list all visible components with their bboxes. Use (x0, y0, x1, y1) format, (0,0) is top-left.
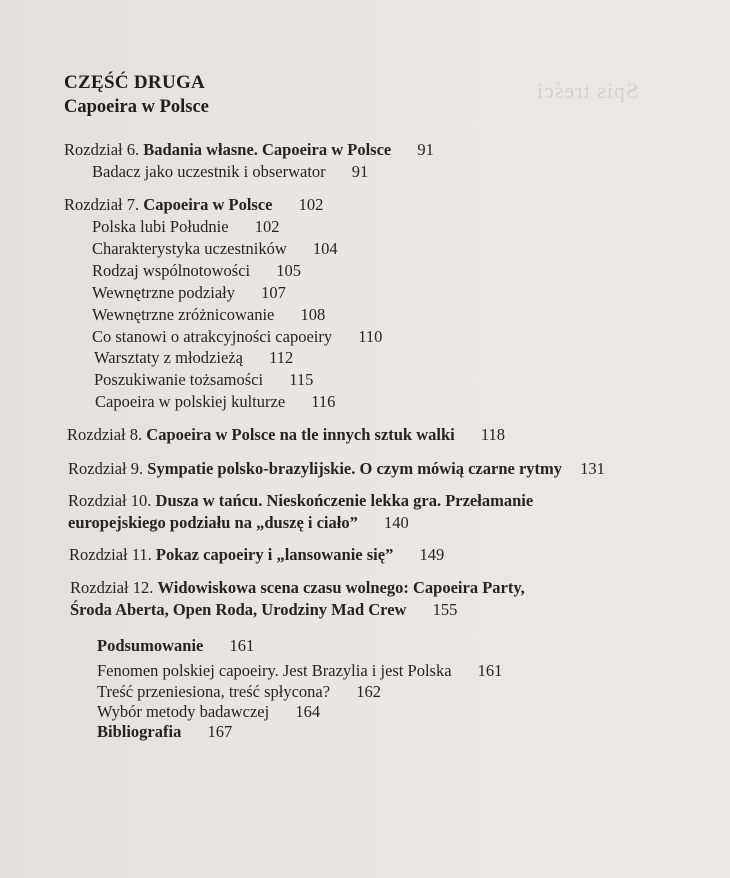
chapter-title: Pokaz capoeiry i „lansowanie się” (155, 545, 394, 564)
chapter-title-line-1: Dusza w tańcu. Nieskończenie lekka gra. Przełamanie (155, 491, 534, 510)
section-title: Capoeira w polskiej kulturze (95, 392, 286, 411)
toc-entry-chapter-8 (67, 425, 505, 445)
toc-entry-chapter-6 (64, 140, 434, 160)
chapter-title: Capoeira w Polsce na tle innych sztuk walki (146, 425, 455, 444)
toc-subentry (92, 217, 279, 237)
page-number: 115 (289, 370, 314, 389)
chapter-prefix: Rozdział 11. (69, 545, 152, 564)
chapter-title: Badania własne. Capoeira w Polsce (143, 140, 392, 159)
chapter-title-line-2: Środa Aberta, Open Roda, Urodziny Mad Crew (70, 600, 407, 619)
page-number: 104 (312, 239, 338, 258)
section-title: Podsumowanie (97, 636, 204, 655)
page-number: 102 (298, 195, 324, 214)
page-number: 110 (358, 327, 383, 346)
page-number: 105 (276, 261, 301, 280)
section-title: Polska lubi Południe (92, 217, 229, 236)
section-title: Warsztaty z młodzieżą (94, 348, 243, 367)
chapter-prefix: Rozdział 7. (64, 195, 140, 214)
section-title: Badacz jako uczestnik i obserwator (92, 162, 326, 181)
section-title: Co stanowi o atrakcyjności capoeiry (92, 327, 333, 346)
section-title: Charakterystyka uczestników (92, 239, 287, 258)
page-number: 140 (383, 513, 409, 532)
section-title: Fenomen polskiej capoeiry. Jest Brazylia i jest Polska (97, 661, 452, 680)
toc-entry-chapter-12 (70, 578, 525, 598)
part-title: Capoeira w Polsce (64, 97, 209, 117)
chapter-prefix: Rozdział 10. (68, 491, 152, 510)
page-number: 131 (580, 459, 605, 478)
page-number: 167 (207, 722, 233, 741)
toc-entry-chapter-12-cont (70, 600, 457, 620)
section-title: Wybór metody badawczej (97, 702, 270, 721)
page-number: 161 (477, 661, 503, 680)
page-number: 161 (229, 636, 255, 655)
chapter-title-line-1: Widowiskowa scena czasu wolnego: Capoeira Party, (157, 578, 525, 597)
part-label: CZĘŚĆ DRUGA (64, 72, 206, 93)
toc-subentry (92, 162, 368, 182)
toc-subentry (92, 239, 338, 259)
toc-subentry (94, 370, 313, 390)
page-number: 118 (480, 425, 506, 444)
page-number: 155 (432, 600, 458, 619)
page-number: 112 (269, 348, 294, 367)
section-title: Rodzaj wspólnotowości (92, 261, 251, 280)
toc-entry-chapter-10 (68, 491, 533, 511)
section-title: Wewnętrzne podziały (92, 283, 235, 302)
toc-subentry (94, 348, 293, 368)
section-title: Bibliografia (97, 722, 182, 741)
toc-subentry (92, 283, 286, 303)
section-title: Wewnętrzne zróżnicowanie (92, 305, 275, 324)
page-number: 108 (300, 305, 326, 324)
toc-entry-bibliography (97, 722, 232, 742)
toc-entry-summary (97, 636, 254, 656)
chapter-prefix: Rozdział 8. (67, 425, 143, 444)
bleed-through-title: Spis treści (536, 78, 639, 103)
chapter-prefix: Rozdział 12. (70, 578, 154, 597)
toc-subentry (92, 261, 301, 281)
chapter-prefix: Rozdział 9. (68, 459, 144, 478)
toc-entry-chapter-10-cont (68, 513, 409, 533)
toc-entry-chapter-7 (64, 195, 323, 215)
section-title: Treść przeniesiona, treść spłycona? (97, 682, 331, 701)
toc-entry-chapter-9 (68, 459, 605, 479)
chapter-title: Capoeira w Polsce (143, 195, 273, 214)
toc-entry-chapter-11 (69, 545, 444, 565)
page-number: 91 (351, 162, 369, 181)
chapter-prefix: Rozdział 6. (64, 140, 140, 159)
section-title: Poszukiwanie tożsamości (94, 370, 264, 389)
page-number: 102 (254, 217, 280, 236)
page-number: 107 (261, 283, 286, 302)
chapter-title: Sympatie polsko-brazylijskie. O czym mówią czarne rytmy (147, 459, 563, 478)
chapter-title-line-2: europejskiego podziału na „duszę i ciało” (68, 513, 358, 532)
page-number: 149 (419, 545, 445, 564)
page-number: 116 (311, 392, 336, 411)
toc-subentry (92, 327, 382, 347)
page-number: 164 (295, 702, 321, 721)
toc-subentry (97, 682, 381, 702)
toc-subentry (97, 702, 320, 722)
toc-subentry (92, 305, 325, 325)
toc-subentry (95, 392, 335, 412)
page-number: 91 (417, 140, 434, 159)
toc-subentry (97, 661, 502, 681)
page-number: 162 (356, 682, 381, 701)
